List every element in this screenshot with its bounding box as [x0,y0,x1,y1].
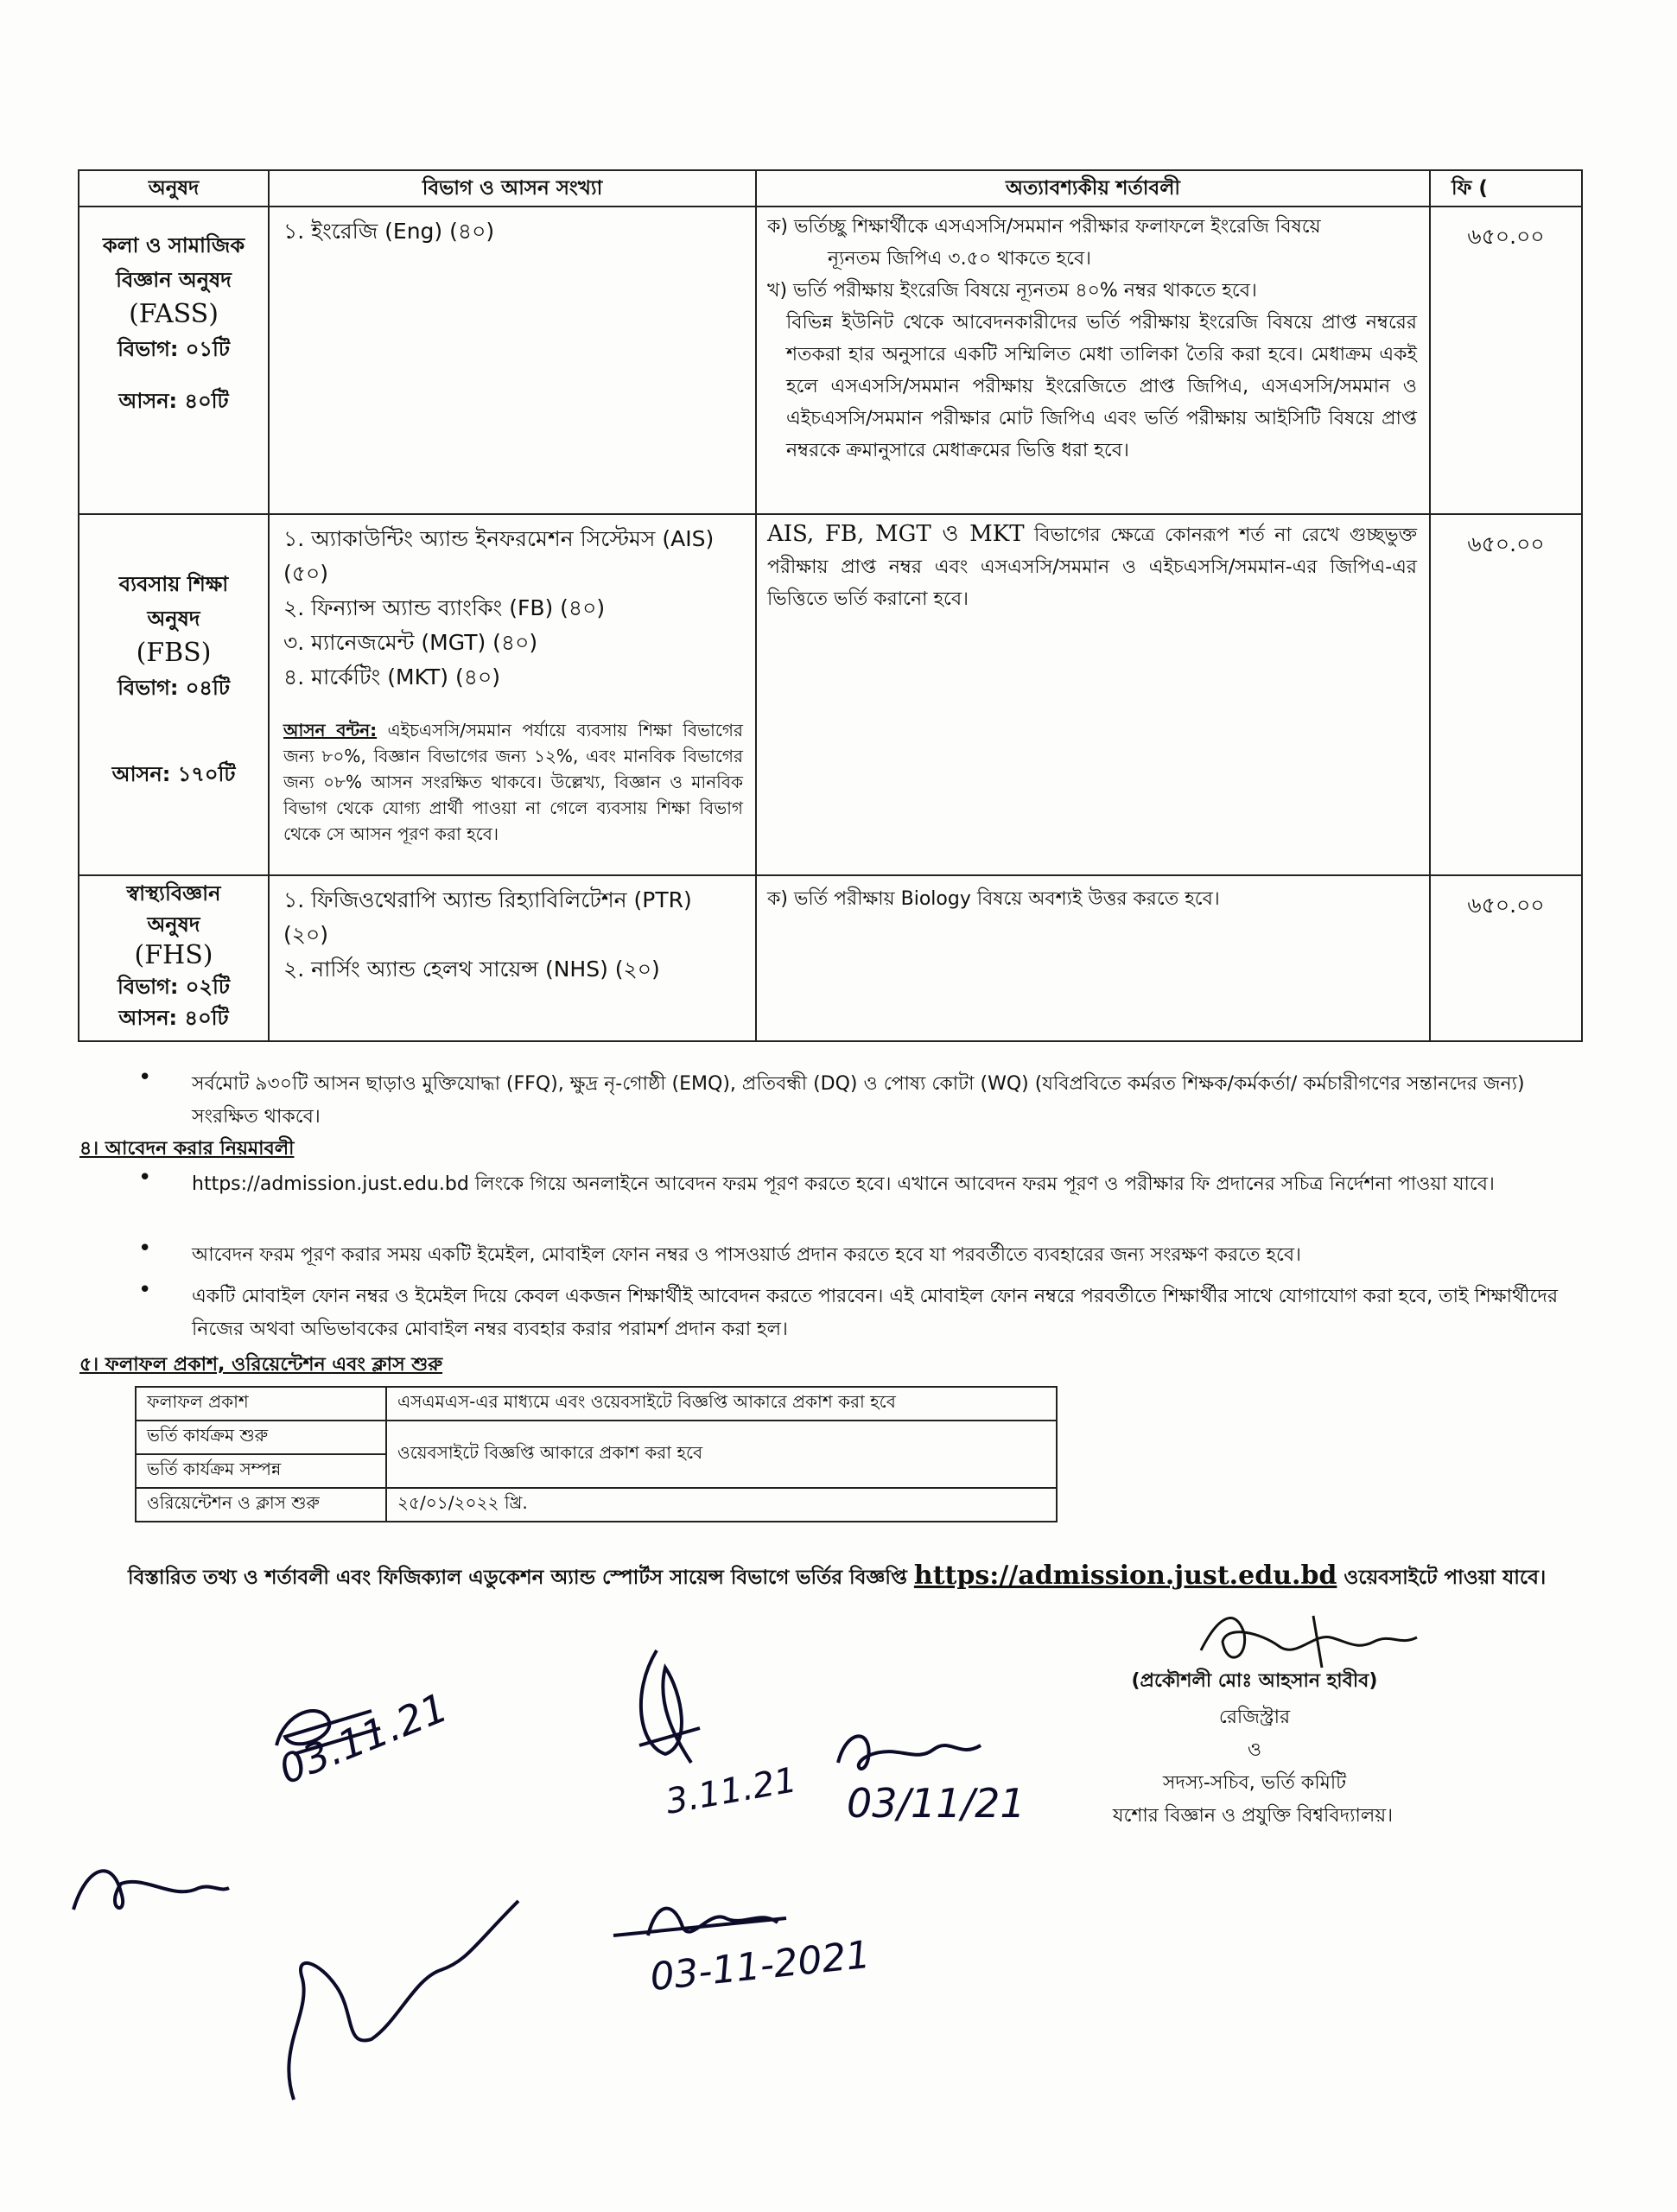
note-text: এইচএসসি/সমমান পর্যায়ে ব্যবসায় শিক্ষা বিভাগের জন্য ৮০%, বিজ্ঞান বিভাগের জন্য ১২%, এবং মানবিক বিভাগের জন্য ০৮% আসন সংরক্ষিত থাকবে। উল্লেখ্য, বিজ্ঞান ও মানবিক বিভাগ থেকে যোগ্য প্রার্থী পাওয়া না গেলে ব্যবসায় শিক্ষা বিভাগ থেকে সে আসন পূরণ করা হবে। [283,720,744,844]
table-row [79,875,1582,1041]
conditions-cell [756,514,1430,875]
handwritten-date: 03-11-2021 [648,1932,873,2000]
department-item: ১. ফিজিওথেরাপি অ্যান্ড রিহ্যাবিলিটেশন (PTR) (২০) [283,887,692,947]
faculty-abbr: (FBS) [136,638,212,668]
department-item: ১. অ্যাকাউন্টিং অ্যান্ড ইনফরমেশন সিস্টেমস (AIS) (৫০) [283,526,715,586]
quota-note: সর্বমোট ৯৩০টি আসন ছাড়াও মুক্তিযোদ্ধা (FFQ), ক্ষুদ্র নৃ-গোষ্ঠী (EMQ), প্রতিবন্ধী (DQ) ও পোষ্য কোটা (WQ) (যবিপ্রবিতে কর্মরত শিক্ষক/কর্মকর্তা/ কর্মচারীগণের সন্তানদের জন্য) সংরক্ষিত থাকবে। [192,1073,1525,1128]
faculty-name-line: ব্যবসায় শিক্ষা [118,572,229,596]
bullet-icon: • [138,1236,152,1262]
header-faculty: অনুষদ [79,170,269,207]
faculty-abbr: (FASS) [129,299,219,329]
fee-cell: ৬৫০.০০ [1430,207,1582,514]
faculty-dept-count: বিভাগ: ০২টি [118,975,230,999]
department-item: ৩. ম্যানেজমেন্ট (MGT) (৪০) [283,630,538,655]
signatory-name: (প্রকৌশলী মোঃ আহসান হাবীব) [1131,1670,1378,1692]
initial-signature [259,1875,553,2134]
handwritten-date: 03/11/21 [847,1780,1026,1827]
faculty-name-line: অনুষদ [147,912,200,937]
faculty-seat-count: আসন: ১৭০টি [111,762,236,786]
handwritten-date: 3.11.21 [663,1760,800,1822]
note-label: আসন বন্টন: [283,720,378,741]
faculty-name-line: বিজ্ঞান অনুষদ [116,268,232,292]
departments-cell [269,875,756,1041]
department-item: ১. ইংরেজি (Eng) (৪০) [283,219,495,244]
header-conditions: অত্যাবশ্যকীয় শর্তাবলী [756,170,1430,207]
fee-cell: ৬৫০.০০ [1430,875,1582,1041]
condition-line: ন্যূনতম জিপিএ ৩.৫০ থাকতে হবে। [828,248,1092,270]
schedule-label: ফলাফল প্রকাশ [136,1387,386,1421]
faculty-abbr: (FHS) [134,940,213,970]
schedule-value: এসএমএস-এর মাধ্যমে এবং ওয়েবসাইটে বিজ্ঞপ্তি আকারে প্রকাশ করা হবে [386,1387,1057,1421]
schedule-value: ওয়েবসাইটে বিজ্ঞপ্তি আকারে প্রকাশ করা হবে [386,1421,1057,1488]
bullet-icon: • [138,1277,152,1303]
initial-signature [605,1642,726,1780]
list-item: আবেদন ফরম পূরণ করার সময় একটি ইমেইল, মোবাইল ফোন নম্বর ও পাসওয়ার্ড প্রদান করতে হবে যা পরবর্তীতে ব্যবহারের জন্য সংরক্ষণ করতে হবে। [192,1244,1301,1266]
departments-cell [269,207,756,514]
section-5-title: ৫। ফলাফল প্রকাশ, ওরিয়েন্টেশন এবং ক্লাস শুরু [79,1354,443,1376]
condition-paragraph: বিভিন্ন ইউনিট থেকে আবেদনকারীদের ভর্তি পরীক্ষায় ইংরেজি বিষয়ে প্রাপ্ত নম্বরের শতকরা হার অনুসারে একটি সম্মিলিত মেধা তালিকা তৈরি করা হবে। মেধাক্রম একই হলে এসএসসি/সমমান পরীক্ষায় ইংরেজিতে প্রাপ্ত জিপিএ, এসএসসি/সমমান ও এইচএসসি/সমমান পরীক্ষার মোট জিপিএ এবং ভর্তি পরীক্ষায় আইসিটি বিষয়ে প্রাপ্ত নম্বরকে ক্রমানুসারে মেধাক্রমের ভিত্তি ধরা হবে। [786,312,1417,461]
schedule-label: ভর্তি কার্যক্রম সম্পন্ন [136,1454,386,1488]
schedule-label: ওরিয়েন্টেশন ও ক্লাস শুরু [136,1488,386,1522]
table-header-row [79,170,1582,207]
bullet-icon: • [138,1165,152,1191]
department-item: ৪. মার্কেটিং (MKT) (৪০) [283,664,500,690]
faculty-cell [79,875,269,1041]
seat-distribution-note [283,717,743,847]
condition-lead: AIS, FB, MGT ও MKT [767,521,1025,547]
header-departments: বিভাগ ও আসন সংখ্যা [269,170,756,207]
initial-signature [60,1849,233,1927]
condition-line: ক) ভর্তি পরীক্ষায় Biology বিষয়ে অবশ্যই উত্তর করতে হবে। [767,888,1220,910]
signatory-org: যশোর বিজ্ঞান ও প্রযুক্তি বিশ্ববিদ্যালয়। [1112,1805,1394,1827]
bullet-icon: • [138,1065,152,1090]
signatory-conjunction: ও [1247,1739,1262,1761]
faculty-seat-count: আসন: ৪০টি [118,389,229,413]
departments-cell [269,514,756,875]
conditions-cell [756,207,1430,514]
table-row [79,514,1582,875]
faculty-name-line: কলা ও সামাজিক [102,233,245,257]
department-item: ২. ফিন্যান্স অ্যান্ড ব্যাংকিং (FB) (৪০) [283,595,606,620]
faculty-name-line: স্বাস্থ্যবিজ্ঞান [126,881,221,906]
schedule-label: ভর্তি কার্যক্রম শুরু [136,1421,386,1454]
condition-line: খ) ভর্তি পরীক্ষায় ইংরেজি বিষয়ে ন্যূনতম ৪০% নম্বর থাকতে হবে। [767,280,1257,302]
condition-line: ক) ভর্তিচ্ছু শিক্ষার্থীকে এসএসসি/সমমান পরীক্ষার ফলাফলে ইংরেজি বিষয়ে [767,216,1321,238]
list-item: https://admission.just.edu.bd লিংকে গিয়ে অনলাইনে আবেদন ফরম পূরণ করতে হবে। এখানে আবেদন ফরম পূরণ ও পরীক্ষার ফি প্রদানের সচিত্র নির্দেশনা পাওয়া যাবে। [192,1173,1495,1195]
table-row [136,1421,1057,1454]
table-row [79,207,1582,514]
faculty-table [78,169,1583,1042]
list-item: একটি মোবাইল ফোন নম্বর ও ইমেইল দিয়ে কেবল একজন শিক্ষার্থীই আবেদন করতে পারবেন। এই মোবাইল ফোন নম্বরে পরবর্তীতে শিক্ষার্থীর সাথে যোগাযোগ করা হবে, তাই শিক্ষার্থীদের নিজের অথবা অভিভাবকের মোবাইল নম্বর ব্যবহার করার পরামর্শ প্রদান করা হল। [192,1286,1559,1340]
table-row [136,1387,1057,1421]
faculty-cell [79,514,269,875]
table-row [136,1488,1057,1522]
faculty-cell [79,207,269,514]
schedule-table [135,1386,1058,1522]
registrar-signature [1184,1599,1460,1676]
conditions-cell [756,875,1430,1041]
section-4-title: ৪। আবেদন করার নিয়মাবলী [79,1138,295,1160]
footer-text: ওয়েবসাইটে পাওয়া যাবে। [1344,1567,1547,1589]
admission-link[interactable]: https://admission.just.edu.bd [913,1560,1337,1591]
faculty-dept-count: বিভাগ: ০৪টি [118,676,230,700]
faculty-name-line: অনুষদ [147,607,200,631]
handwritten-date: 03.11.21 [272,1683,454,1794]
signatory-title: রেজিস্ট্রার [1218,1707,1291,1728]
header-fee: ফি ( [1430,170,1582,207]
faculty-dept-count: বিভাগ: ০১টি [118,337,230,361]
fee-cell: ৬৫০.০০ [1430,514,1582,875]
faculty-seat-count: আসন: ৪০টি [118,1006,229,1030]
footer-text: বিস্তারিত তথ্য ও শর্তাবলী এবং ফিজিক্যাল এডুকেশন অ্যান্ড স্পোর্টস সায়েন্স বিভাগে ভর্তির বিজ্ঞপ্তি [128,1567,907,1589]
footer-note [128,1560,1546,1595]
schedule-value: ২৫/০১/২০২২ খ্রি. [386,1488,1057,1522]
department-item: ২. নার্সিং অ্যান্ড হেলথ সায়েন্স (NHS) (২০) [283,957,660,982]
signatory-role: সদস্য-সচিব, ভর্তি কমিটি [1162,1772,1347,1794]
condition-text: বিভাগের ক্ষেত্রে কোনরূপ শর্ত না রেখে গুচ্ছভুক্ত পরীক্ষায় প্রাপ্ত নম্বর এবং এসএসসি/সমমান ও এইচএসসি/সমমান-এর জিপিএ-এর ভিত্তিতে ভর্তি করানো হবে। [767,524,1417,610]
